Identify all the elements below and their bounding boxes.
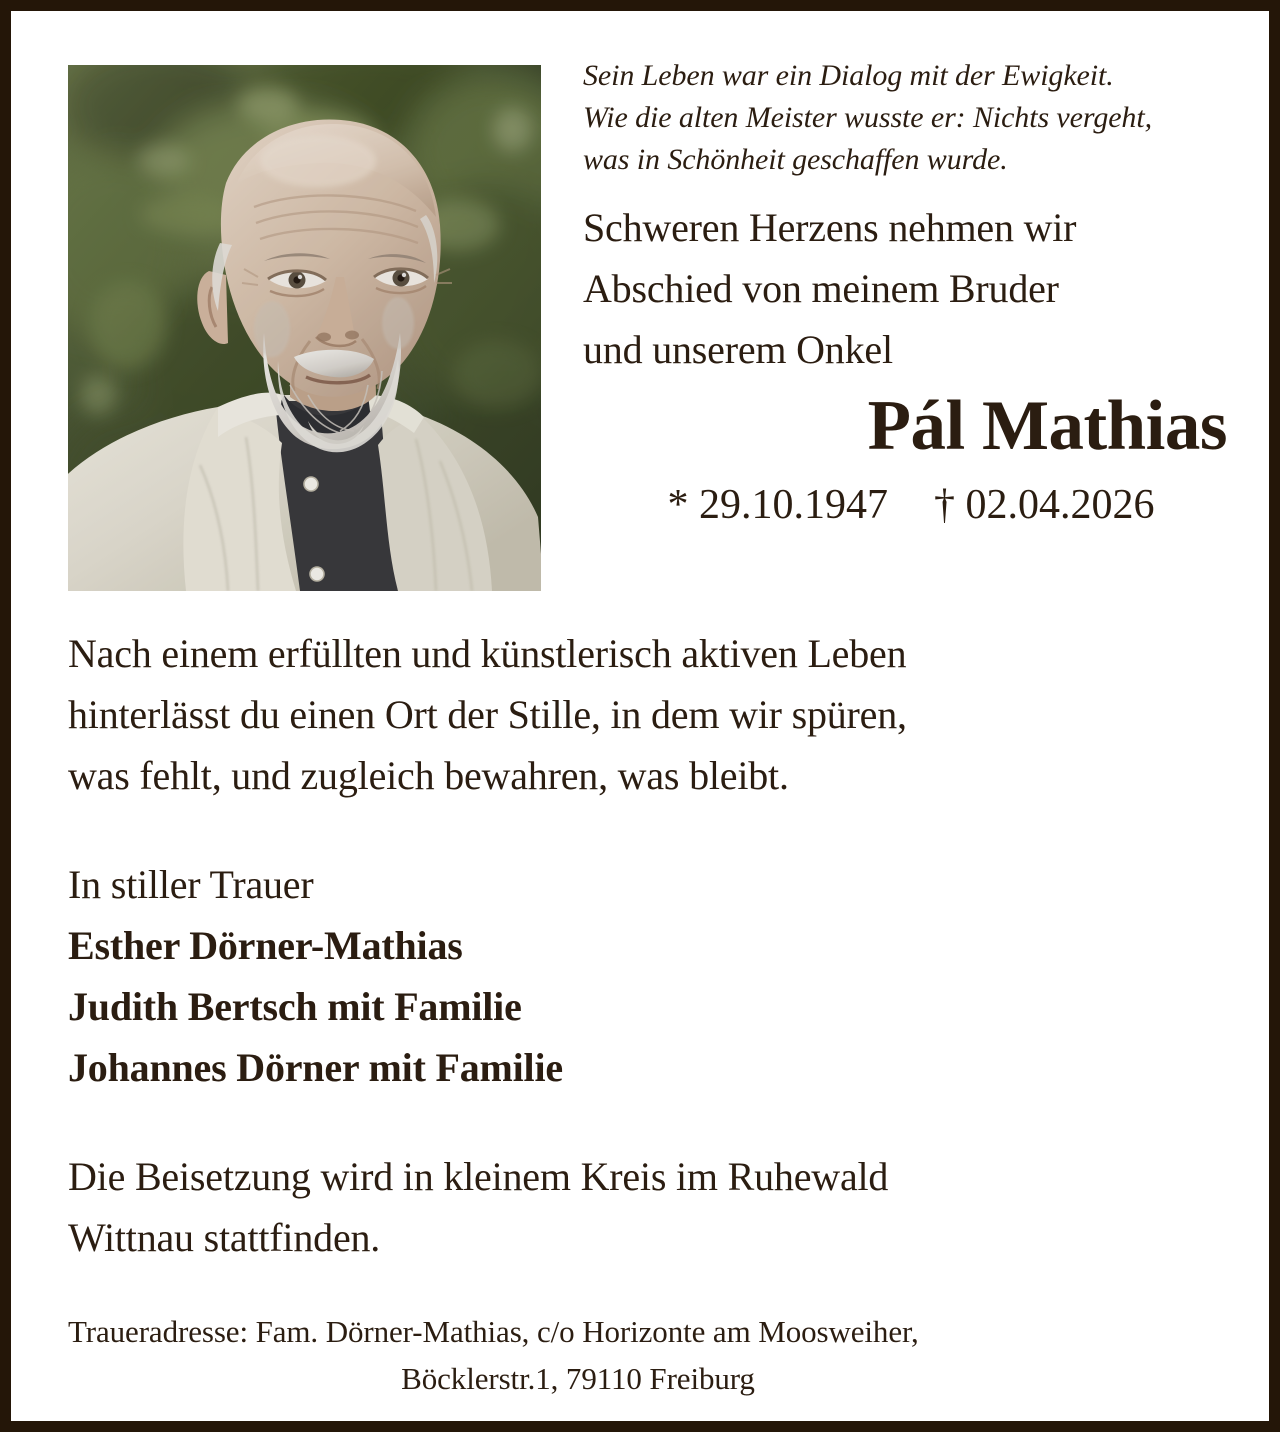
header-text-column bbox=[583, 11, 1243, 530]
birth-date: * 29.10.1947 bbox=[667, 482, 888, 528]
mourner-name-1: Esther Dörner-Mathias bbox=[68, 923, 463, 968]
spacer-1 bbox=[68, 806, 1228, 854]
mourner-name-3: Johannes Dörner mit Familie bbox=[68, 1045, 563, 1090]
body-column bbox=[68, 623, 1228, 1402]
funeral-paragraph bbox=[68, 1146, 1228, 1268]
lead-line-2: Abschied von meinem Bruder bbox=[583, 266, 1059, 311]
funeral-line-1: Die Beisetzung wird in kleinem Kreis im Ruhewald bbox=[68, 1154, 889, 1199]
address-line-1: Traueradresse: Fam. Dörner-Mathias, c/o Horizonte am Moosweiher, bbox=[68, 1314, 919, 1349]
epigraph-line-2: Wie die alten Meister wusste er: Nichts vergeht, bbox=[583, 101, 1152, 134]
lead-line-3: und unserem Onkel bbox=[583, 327, 893, 372]
mourners-block bbox=[68, 854, 1228, 1098]
condolence-address bbox=[68, 1308, 1228, 1402]
mourners-intro: In stiller Trauer bbox=[68, 862, 314, 907]
epigraph bbox=[583, 11, 1243, 181]
life-dates bbox=[583, 480, 1243, 530]
tribute-line-3: was fehlt, und zugleich bewahren, was bleibt. bbox=[68, 753, 789, 798]
deceased-name: Pál Mathias bbox=[867, 387, 1227, 465]
spacer-2 bbox=[68, 1098, 1228, 1146]
address-line-2: Böcklerstr.1, 79110 Freiburg bbox=[401, 1361, 755, 1396]
epigraph-line-1: Sein Leben war ein Dialog mit der Ewigkeit. bbox=[583, 59, 1114, 92]
spacer-3 bbox=[68, 1268, 1228, 1308]
header-block bbox=[11, 11, 1269, 611]
lead-paragraph bbox=[583, 197, 1243, 380]
tribute-paragraph bbox=[68, 623, 1228, 806]
portrait-photo bbox=[68, 65, 541, 591]
death-date: † 02.04.2026 bbox=[934, 482, 1155, 528]
portrait-illustration bbox=[68, 65, 541, 591]
epigraph-line-3: was in Schönheit geschaffen wurde. bbox=[583, 143, 1008, 176]
tribute-line-2: hinterlässt du einen Ort der Stille, in dem wir spüren, bbox=[68, 692, 907, 737]
mourner-name-2: Judith Bertsch mit Familie bbox=[68, 984, 522, 1029]
funeral-line-2: Wittnau stattfinden. bbox=[68, 1215, 381, 1260]
lead-line-1: Schweren Herzens nehmen wir bbox=[583, 205, 1077, 250]
tribute-line-1: Nach einem erfüllten und künstlerisch aktiven Leben bbox=[68, 631, 907, 676]
